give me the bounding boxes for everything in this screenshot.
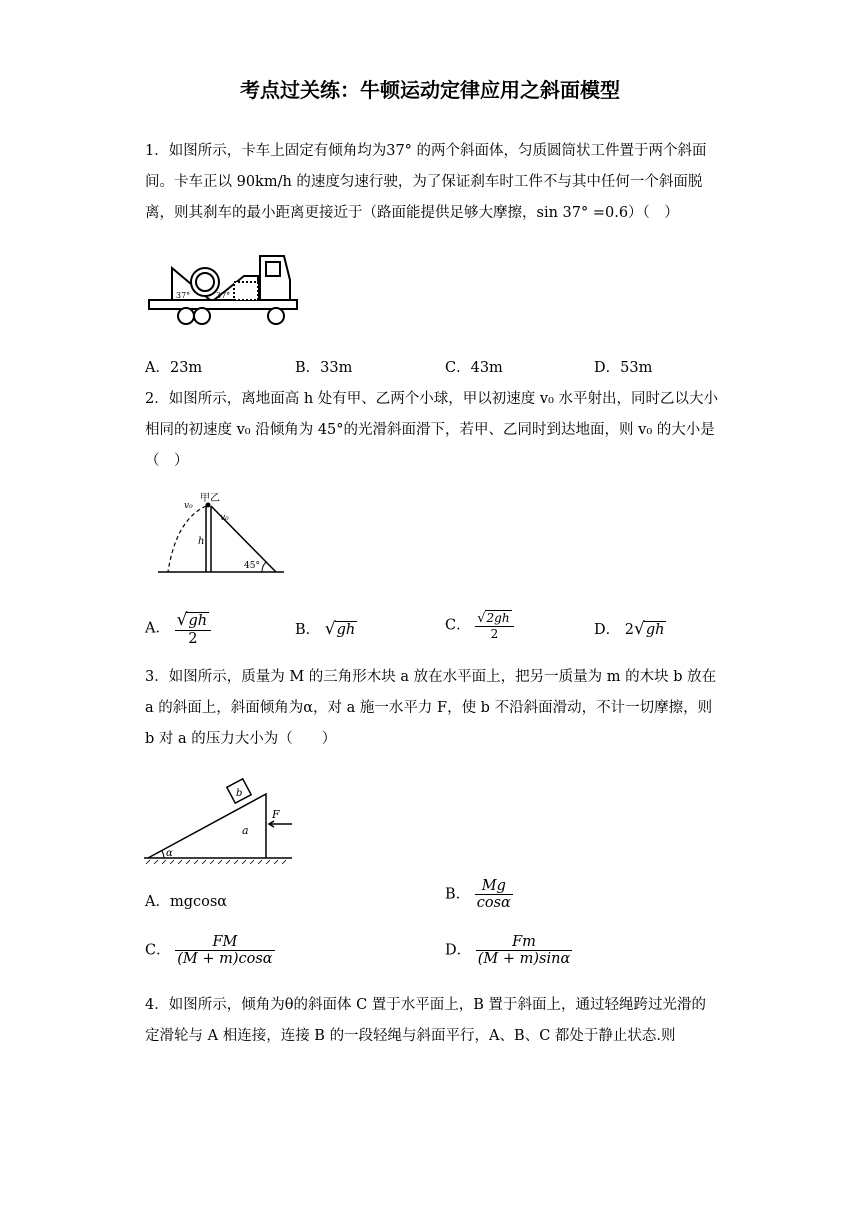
h-label: h — [198, 536, 205, 547]
projectile-figure — [158, 490, 286, 580]
q3-option-c: C． $\frac{FM}{(M + m)\cos\alpha}$ — [145, 934, 273, 967]
question-4-text: 4．如图所示，倾角为θ的斜面体 C 置于水平面上，B 置于斜面上，通过轻绳跨过光滑的定滑轮与 A 相连接，连接 B 的一段轻绳与斜面平行，A、B、C 都处于静止状态.则 — [145, 997, 707, 1044]
angle-45-label: 45° — [244, 561, 260, 571]
truck-figure — [148, 248, 300, 330]
q2-option-c: C． $\frac{√2gh}{2}$ — [445, 610, 514, 641]
question-2-text: 2．如图所示，离地面高 h 处有甲、乙两个小球，甲以初速度 v₀ 水平射出，同时乙以大小相同的初速度 v₀ 沿倾角为 45°的光滑斜面滑下，若甲、乙同时到达地面，则 v₀ 的大小是（ ） — [145, 391, 719, 469]
angle-label-right: 37° — [216, 291, 231, 300]
page-title: 考点过关练：牛顿运动定律应用之斜面模型 — [240, 78, 620, 102]
q2-option-b: B． √gh — [295, 619, 356, 639]
alpha-label: α — [166, 848, 173, 859]
v0-label-right: v₀ — [220, 513, 229, 523]
question-1-text: 1．如图所示，卡车上固定有倾角均为37° 的两个斜面体，匀质圆筒状工件置于两个斜面间。卡车正以 90km/h 的速度匀速行驶，为了保证刹车时工件不与其中任何一个斜面脱离，则其刹车的最小距离更接近于（路面能提供足够大摩擦，sin 37° =0.6）（ ） — [145, 143, 707, 221]
v0-label-left: v₀ — [184, 501, 193, 511]
question-3-text: 3．如图所示，质量为 M 的三角形木块 a 放在水平面上，把另一质量为 m 的木块 b 放在 a 的斜面上，斜面倾角为α，对 a 施一水平力 F，使 b 不沿斜面滑动，不计一切摩擦，则 b 对 a 的压力大小为（ ） — [145, 669, 717, 747]
block-b-label: b — [236, 788, 243, 799]
q2-option-a: A． $\frac{√gh}{2}$ — [145, 610, 211, 647]
q1-option-b: B．33m — [295, 360, 353, 376]
q3-option-d: D． $\frac{Fm}{(M + m)\sin\alpha}$ — [445, 934, 571, 967]
q3-option-b: B． $\frac{Mg}{\cos\alpha}$ — [445, 878, 511, 911]
jia-yi-label: 甲乙 — [200, 493, 220, 504]
q1-option-c: C．43m — [445, 360, 503, 376]
q1-option-d: D．53m — [594, 360, 653, 376]
q3-option-a: A．mgcosα — [145, 894, 228, 910]
q2-option-d: D． 2√gh — [594, 619, 665, 639]
force-f-label: F — [272, 808, 280, 821]
q1-option-a: A．23m — [145, 360, 203, 376]
wedge-a-label: a — [242, 824, 249, 837]
wedge-figure — [144, 774, 294, 864]
angle-label-left: 37° — [176, 291, 191, 300]
